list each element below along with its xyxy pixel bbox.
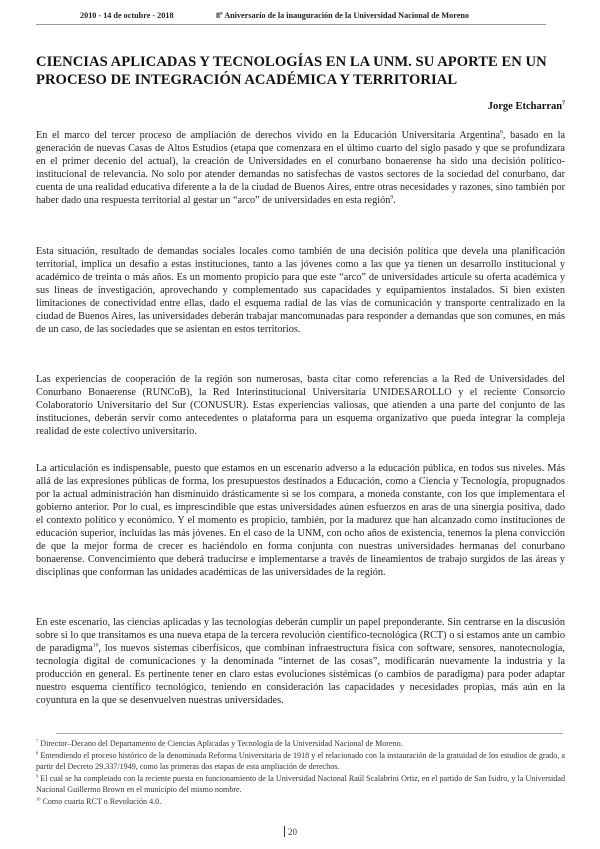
footnote-text: Como cuarta RCT o Revolución 4.0. <box>40 797 162 806</box>
footnote-8 <box>36 751 565 772</box>
anniversary-text: Aniversario de la inauguración de la Universidad Nacional de Moreno <box>222 11 469 20</box>
page-number-bar <box>284 826 285 837</box>
footnote-ref-8[interactable]: 8 <box>500 129 503 136</box>
footnote-9 <box>36 774 565 795</box>
header-divider <box>36 24 546 25</box>
footnote-number: 8 <box>36 750 39 756</box>
paragraph-text: , los nuevos sistemas ciberfísicos, que combinan infraestructura física con software, sensores, nanotecnología, tecnología digital de comunicaciones y la denominada “internet de las cosas”, modificarán nuevamente la industria y la producción en general. Es pertinente tener en claro estas evoluciones sistémicas (o cambios de paradigma) para poder adaptar nuestro esquema científico tecnológico, teniendo en consideración las capacidades y necesidades propias, más aún en la coyuntura en la que se desenvuelven nuestras universidades. <box>36 643 565 707</box>
paragraph-1 <box>36 129 565 207</box>
paragraph-text: . <box>393 195 396 207</box>
paragraph-4: La articulación es indispensable, puesto que estamos en un escenario adverso a la educación pública, en todos sus niveles. Más allá de las expresiones públicas de forma, los presupuestos destinados a Educación, como a Ciencia y Tecnología, propugnados por la actual administración han disminuido drásticamente si se los compara, a moneda constante, con los que implementara el gobierno anterior. Por lo cual, es imprescindible que estas universidades aúnen esfuerzos en aras de una sinergia positiva, dado el contexto político y económico. Y el momento es propicio, también, por la madurez que han alcanzado como instituciones de educación superior, incluidas las más jóvenes. En el caso de la UNM, con ocho años de existencia, tenemos la plena convicción de que la mejor forma de crecer es haciéndolo en forma conjunta con nuestras universidades hermanas del conurbano bonaerense. Convencimiento que deberá traducirse e implementarse a través de lineamientos de trabajo surgidos de las áreas y disciplinas que conforman las unidades académicas de las universidades de la región. <box>36 463 565 579</box>
footnote-text: Entendiendo el proceso histórico de la denominada Reforma Universitaria de 1918 y el relacionado con la instauración de la gratuidad de los estudios de grado, a partir del Decreto 29.337/1949, como las primeras dos etapas de esta ampliación de derechos. <box>36 751 565 771</box>
page-number <box>284 826 297 837</box>
footnote-ref-9[interactable]: 9 <box>390 194 394 201</box>
header-anniversary <box>216 11 469 20</box>
anniversary-number: 8 <box>216 11 221 20</box>
page-number-value: 20 <box>288 827 297 837</box>
anniversary-ordinal: o <box>220 11 223 17</box>
footnote-text: El cual se ha completado con la reciente puesta en funcionamiento de la Universidad Nacional Raúl Scalabrini Ortiz, en el partido de San Isidro, y la Universidad Nacional Guillermo Brown en el municipio del mismo nombre. <box>36 774 565 794</box>
article-title: CIENCIAS APLICADAS Y TECNOLOGÍAS EN LA UNM. SU APORTE EN UN PROCESO DE INTEGRACIÓN ACADÉMICA Y TERRITORIAL <box>36 54 547 88</box>
author-footnote-ref[interactable]: 7 <box>562 100 565 107</box>
footnote-divider <box>56 733 563 734</box>
paragraph-5 <box>36 616 565 707</box>
paragraph-3: Las experiencias de cooperación de la región son numerosas, basta citar como referencias a la Red de Universidades del Conurbano Bonaerense (RUNCoB), la Red Interinstitucional Universitaria UNIDESAROLLO y el reciente Consorcio Colaboratorio Universitario del Sur (CONUSUR). Estas experiencias valiosas, que atienden a una parte del conjunto de las instituciones, deberán servir como antecedentes o plataforma para un esquema organizativo que pueda integrar la compleja realidad de este colectivo universitario. <box>36 374 565 438</box>
paragraph-text: En el marco del tercer proceso de ampliación de derechos vivido en la Educación Universitaria Argentina <box>36 130 501 141</box>
paragraph-text: , basado en la generación de nuevas Casas de Altos Estudios (etapa que comenzara en el último cuarto del siglo pasado y que se profundizara en el primer decenio del actual), la creación de Universidades en el conurbano bonaerense ha sido una decisión político-institucional de relevancia. No solo por atender demandas no satisfechas de vastos sectores de la sociedad del conurbano, dar cuenta de una realidad educativa diferente a la de la ciudad de Buenos Aires, entre otras necesidades y razones, sino también por haber dado una respuesta territorial al gestar un “arco” de universidades en esta región <box>36 130 565 207</box>
footnote-number: 7 <box>36 738 39 744</box>
article-author <box>488 101 565 112</box>
paragraph-text: En este escenario, las ciencias aplicadas y las tecnologías deberán cumplir un papel preponderante. Sin centrarse en la discusión sobre si lo que transitamos es una nueva etapa de la tercera revolución científico-tecnológica (RCT) o si estamos ante un cambio de paradigma <box>36 617 565 655</box>
footnote-text: Director–Decano del Departamento de Ciencias Aplicadas y Tecnología de la Universidad Nacional de Moreno. <box>38 739 403 748</box>
author-name: Jorge Etcharran <box>487 101 563 112</box>
footnote-ref-10[interactable]: 10 <box>92 642 99 649</box>
header-date-range: 2010 - 14 de octubre - 2018 <box>80 11 174 20</box>
paragraph-2: Esta situación, resultado de demandas sociales locales como también de una decisión política que devela una planificación territorial, implica un desafío a estas instituciones, tanto a las jóvenes como a las que ya tienen un desarrollo institucional y académico de treinta o más años. Es un momento propicio para que este “arco” de universidades articule su oferta académica y sus líneas de investigación, aprovechando y complementado sus capacidades y equipamientos instalados. Si bien existen limitaciones de conectividad entre ellas, dado el esquema radial de las vías de comunicación y transporte centralizado en la ciudad de Buenos Aires, las universidades deberán trabajar mancomunadas para responder a demandas que son comunes, en más de un caso, de las sociedades que se asientan en estos territorios. <box>36 246 565 336</box>
running-header <box>36 11 546 25</box>
footnote-10 <box>36 797 565 808</box>
footnote-number: 10 <box>36 796 41 802</box>
footnote-7 <box>36 739 565 750</box>
footnote-number: 9 <box>36 773 39 779</box>
